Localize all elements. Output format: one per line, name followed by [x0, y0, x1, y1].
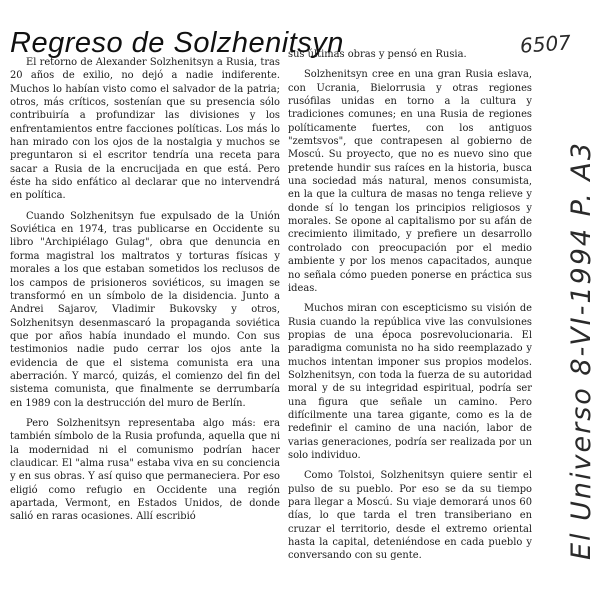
paragraph: Cuando Solzhenitsyn fue expulsado de la Unión Soviética en 1974, tras publicarse en Occidente su libro "Archipiélago Gulag", obra que denuncia en forma magistral los maltratos y torturas físicas y morales a los que estaban sometidos los reclusos de los campos de prisioneros soviéticos, su imagen se transformó en un símbolo de la disidencia. Junto a Andrei Sajarov, Vladimir Bukovsky y otros, Solzhenitsyn desenmascaró la propaganda soviética que por años había inundado el mundo. Con sus testimonios nadie pudo cerrar los ojos ante la evidencia de que el sistema comunista era una aberración. Y marcó, quizás, el comienzo del fin del sistema comunista, que finalmente se derrumbaría en 1989 con la destrucción del muro de Berlín. — [10, 210, 280, 409]
paragraph-continuation: sus últimas obras y pensó en Rusia. — [288, 49, 467, 60]
paragraph: Solzhenitsyn cree en una gran Rusia eslava, con Ucrania, Bielorrusia y otras regiones rusófilas unidas en torno a la cultura y tradiciones comunes; en una Rusia de regiones políticamente fuertes, con los antiguos "zemtsvos", que contrapesen al gobierno de Moscú. Su proyecto, que no es nuevo sino que pretende hundir sus raíces en la historia, busca una sociedad más natural, menos consumista, en la que la cultura de masas no tenga relieve y donde sí lo tengan los principios religiosos y morales. Se opone al capitalismo por su afán de crecimiento ilimitado, y prefiere un desarrollo controlado con preocupación por el medio ambiente y por los menos capacitados, aunque no señala cómo pueden ponerse en práctica sus ideas. — [288, 69, 532, 294]
paragraph: Muchos miran con escepticismo su visión de Rusia cuando la república vive las convulsiones propias de una época posrevolucionaria. El paradigma comunista no ha sido reemplazado y muchos intentan imponer sus propios modelos. Solzhenitsyn, con toda la fuerza de su autoridad moral y de su integridad espiritual, podría ser una figura que señale un camino. Pero difícilmente una tarea gigante, como es la de redefinir el camino de una nación, labor de varias generaciones, podría ser realizada por un solo individuo. — [288, 303, 532, 461]
handwritten-source-note: El Universo 8-VI-1994 P. A3 — [566, 140, 597, 560]
paragraph: El retorno de Alexander Solzhenitsyn a Rusia, tras 20 años de exilio, no dejó a nadie indiferente. Muchos lo habían visto como el salvador de la patria; otros, más críticos, sostenían que su presencia sólo contribuiría a profundizar las divisiones y los enfrentamientos entre facciones políticas. Los más lo han mirado con los ojos de la nostalgia y muchos se preguntaron si el escritor tendría una receta para sacar a Rusia de la encrucijada en que está. Pero éste ha sido enfático al declarar que no intervendrá en política. — [10, 57, 280, 202]
article-column-left — [10, 56, 280, 524]
paragraph: Como Tolstoi, Solzhenitsyn quiere sentir el pulso de su pueblo. Por eso se da su tiempo para llegar a Moscú. Su viaje demorará unos 60 días, lo que tarda el tren transiberiano en cruzar el territorio, desde el extremo oriental hasta la capital, deteniéndose en cada pueblo y conversando con su gente. — [288, 470, 532, 562]
article-column-right — [288, 48, 532, 563]
article-headline: Regreso de Solzhenitsyn — [10, 27, 344, 60]
handwritten-archive-number: 6507 — [519, 30, 572, 58]
paragraph: Pero Solzhenitsyn representaba algo más: era también símbolo de la Rusia profunda, aquella que ni la modernidad ni el comunismo podrían hacer claudicar. El "alma rusa" estaba viva en su conciencia y en sus obras. Y así quiso que permaneciera. Por eso eligió como refugio en Occidente una región apartada, Vermont, en Estados Unidos, de donde salió en raras ocasiones. Allí escribió — [10, 417, 280, 523]
